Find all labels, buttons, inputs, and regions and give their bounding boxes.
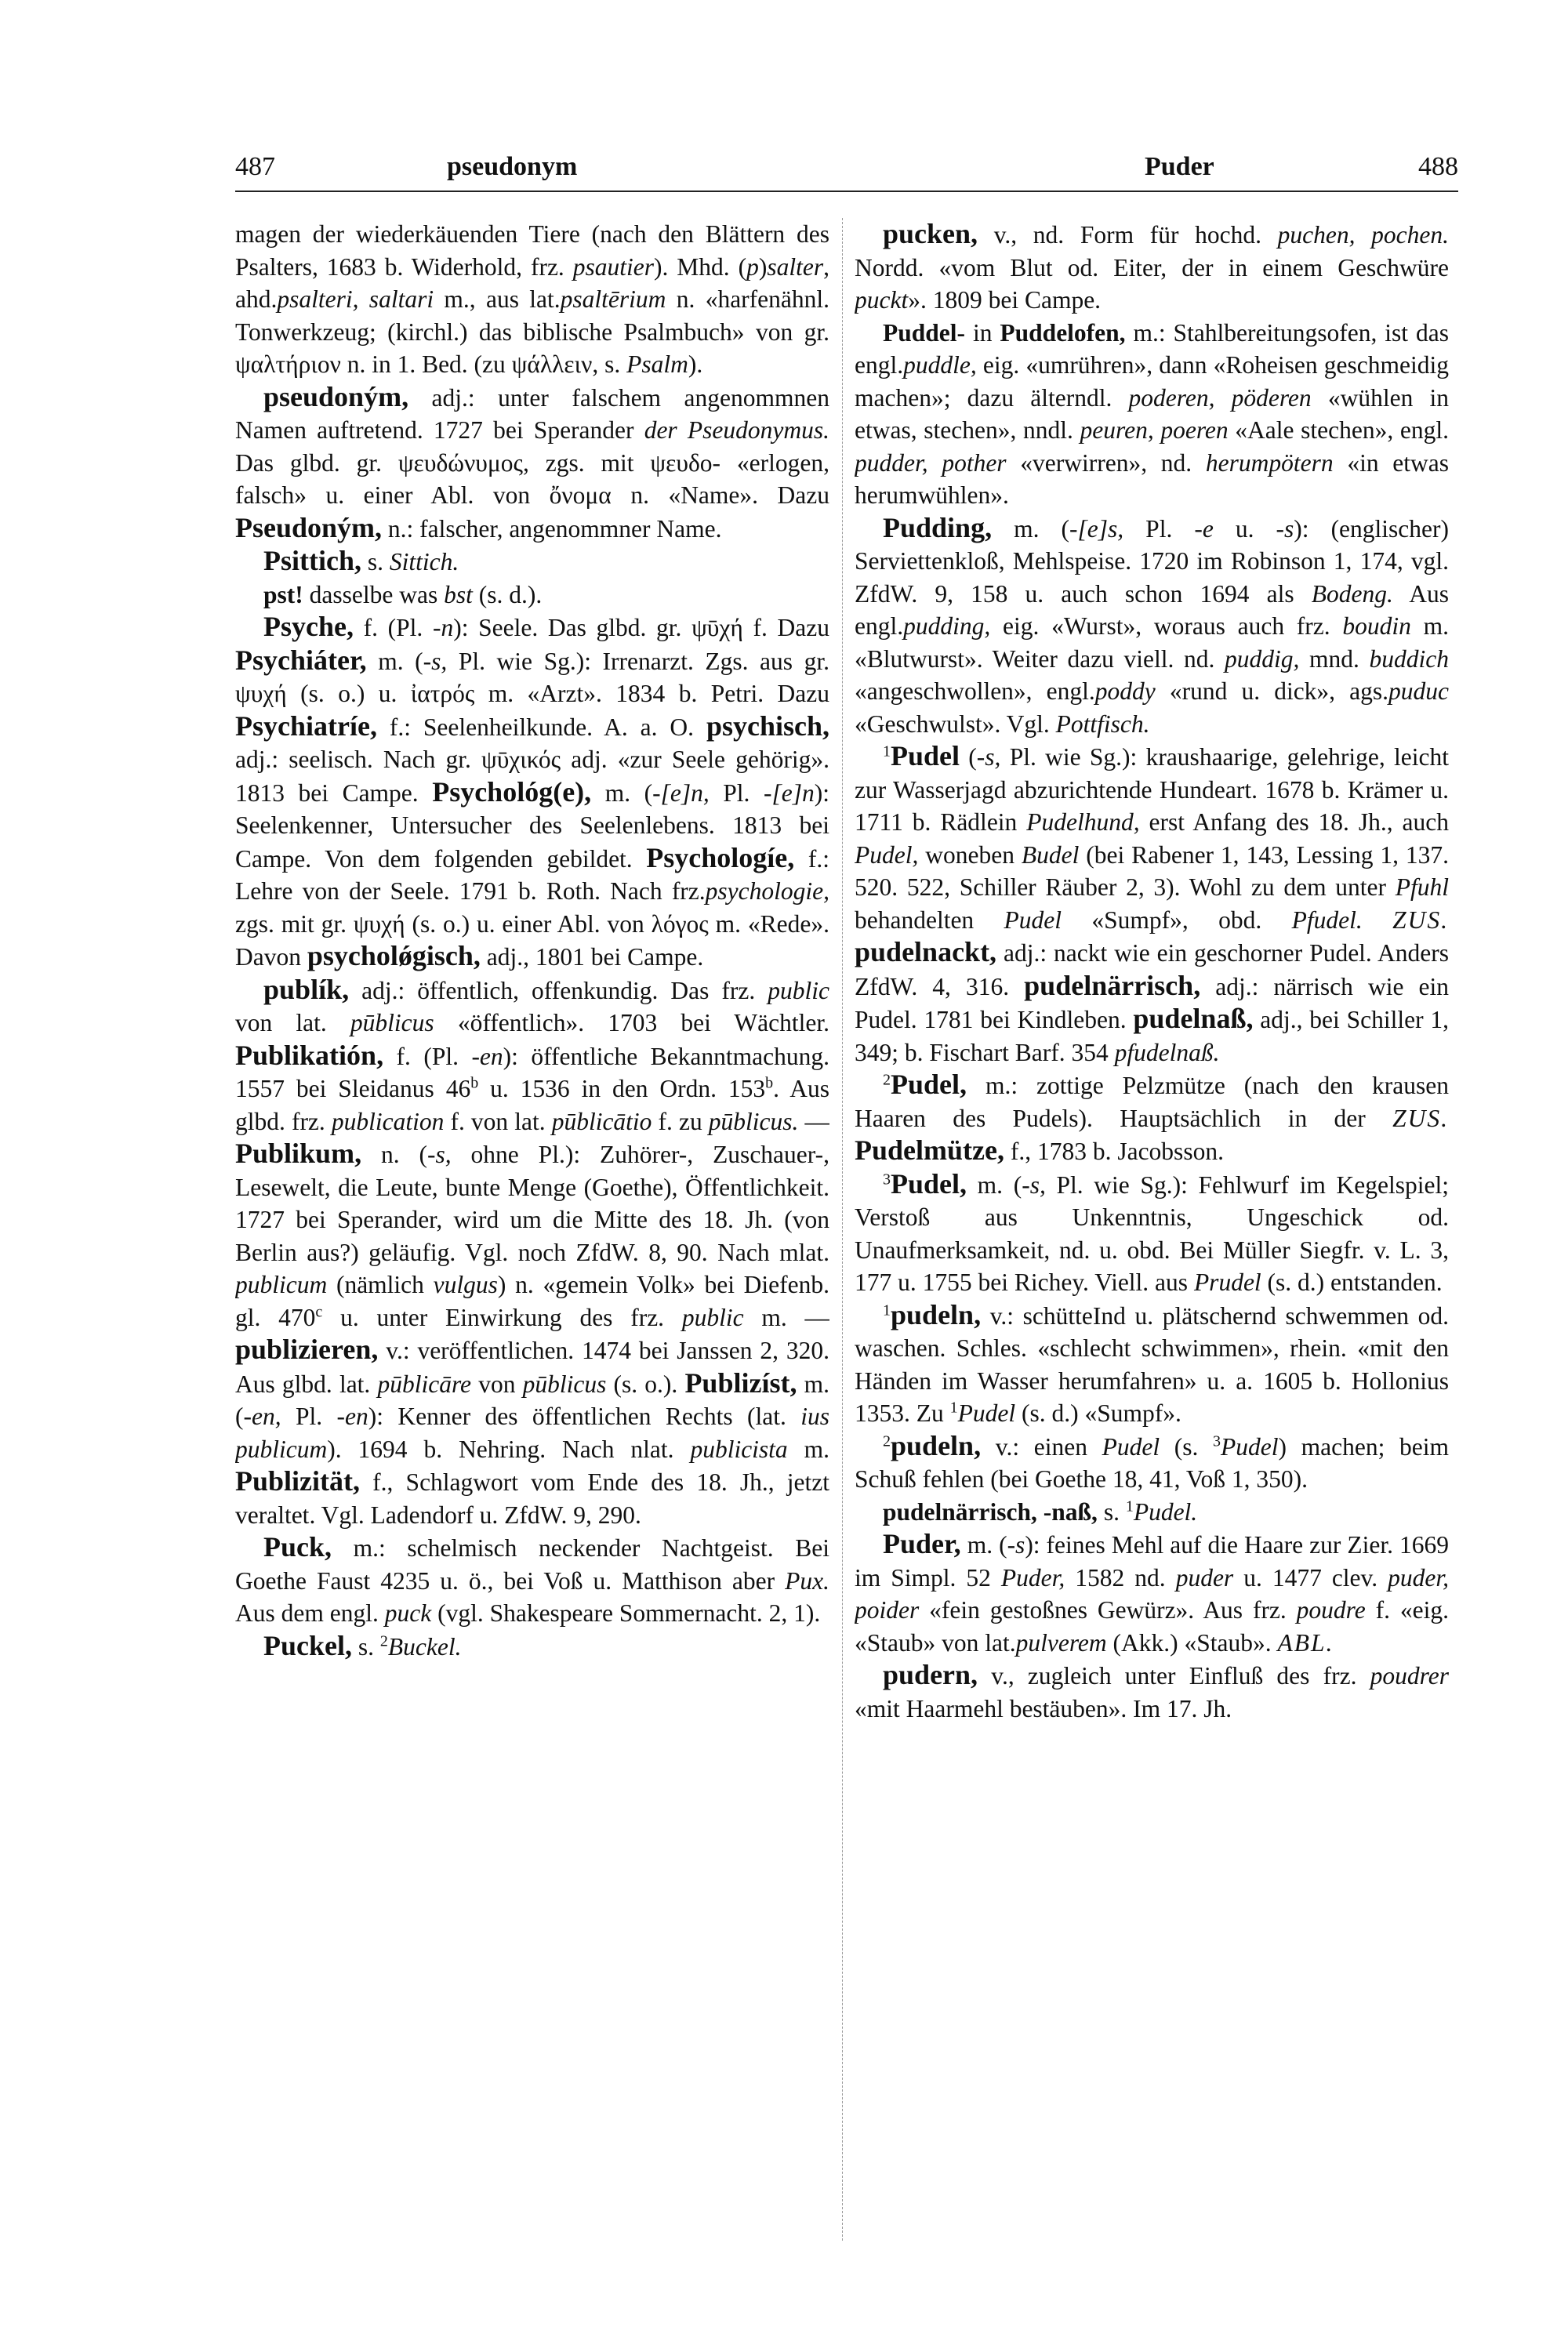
italic-term: psaltērium <box>560 285 666 313</box>
headword: Puddel- <box>883 318 966 347</box>
italic-term: pūblicāre <box>377 1370 472 1398</box>
dictionary-entry <box>855 740 1449 1069</box>
italic-term: -s, <box>1022 1171 1046 1199</box>
superscript: 2 <box>379 1632 388 1650</box>
entry-text: «wühlen in etwas, stechen», nndl. <box>855 383 1449 444</box>
dictionary-entry <box>235 545 829 579</box>
entry-text: v.: veröffentlichen. 1474 bei Janssen 2, 320. Aus glbd. lat. <box>235 1337 829 1398</box>
entry-text: Pl. <box>709 779 764 807</box>
headword: pudeln, <box>891 1429 982 1461</box>
entry-text: ): Kenner des öffentlichen Rechts (lat. <box>368 1403 801 1430</box>
headword: Psyche, <box>263 611 354 642</box>
entry-text: Pl. wie Sg.): Fehlwurf im Kegelspiel; Verstoß aus Unkenntnis, Ungeschick od. Unaufmerksamkeit, nd. u. obd. Bei Müller Siegfr. v. L. 3, 177 u. 1755 bei Richey. Viell. aus <box>855 1171 1449 1296</box>
entry-text: v., zugleich unter Einfluß des frz. <box>978 1662 1370 1690</box>
entry-text: m. ( <box>960 1531 1007 1559</box>
dictionary-entry <box>235 218 829 381</box>
italic-term: Puder, <box>1000 1563 1065 1592</box>
left-running-headword: pseudonym <box>447 152 578 181</box>
entry-text: erst Anfang des 18. Jh., auch <box>1139 808 1449 836</box>
italic-term: -s <box>1276 514 1294 543</box>
entry-text: u. unter Einwirkung des frz. <box>322 1303 682 1331</box>
entry-text: m.: zottige Pelzmütze (nach den krausen Haaren des Pudels). Hauptsächlich in der <box>855 1072 1449 1132</box>
entry-text: (bei Rabener 1, 143, Lessing 1, 137. 520. 522, Schiller Räuber 2, 3). Wohl zu dem unter <box>855 840 1449 901</box>
italic-term: public <box>681 1303 744 1331</box>
italic-term: Pudel <box>957 1399 1016 1427</box>
headword: Psychologíe, <box>646 841 795 873</box>
italic-term: public <box>768 976 829 1004</box>
entry-text: m. ( <box>967 1171 1022 1199</box>
italic-term: poudre <box>1296 1596 1366 1624</box>
italic-term: publication <box>331 1107 445 1135</box>
superscript: c <box>315 1303 323 1320</box>
italic-term: puder <box>1175 1563 1234 1592</box>
entry-text: ). 1694 b. Nehring. Nach nlat. <box>327 1435 691 1463</box>
entry-text: behandelten <box>855 906 1004 934</box>
entry-text: «verwirren», nd. <box>1006 448 1206 477</box>
superscript: 3 <box>883 1171 891 1188</box>
italic-term: boudin <box>1342 612 1411 640</box>
entry-text: u. 1477 clev. <box>1233 1563 1388 1592</box>
headword: pudelnärrisch, <box>1024 969 1201 1001</box>
dictionary-entry <box>855 1069 1449 1168</box>
italic-term: Buckel. <box>387 1632 462 1661</box>
entry-text: s. <box>352 1632 380 1661</box>
headword: Pudel, <box>891 1167 967 1200</box>
italic-term: puckt <box>855 286 909 314</box>
entry-text: n. «harfenähnl. Tonwerkzeug; (kirchl.) das biblische Psalmbuch» von gr. ψαλτήριον n. in 1. Bed. (zu ψάλλειν, s. <box>235 285 829 378</box>
headword: psycholǿgisch, <box>307 940 481 971</box>
entry-text: eig. «umrühren», dann «Roheisen geschmeidig machen»; dazu älterndl. <box>855 351 1449 412</box>
italic-term: -s <box>1007 1531 1025 1559</box>
entry-text: m. — <box>743 1303 829 1331</box>
entry-text: (s. <box>1160 1432 1214 1461</box>
italic-term: pūblicus <box>350 1009 434 1036</box>
italic-term: -en <box>471 1042 503 1070</box>
dictionary-entry <box>235 579 829 612</box>
italic-term: -e <box>1194 514 1214 543</box>
dictionary-entry <box>855 1496 1449 1529</box>
italic-term: pudder, pother <box>855 448 1007 477</box>
italic-term: peuren, poeren <box>1080 416 1229 444</box>
entry-text: «fein gestoßnes Gewürz». Aus frz. <box>919 1596 1297 1624</box>
entry-text: «rund u. dick», ags. <box>1155 677 1389 705</box>
entry-text: zgs. mit gr. ψυχή (s. o.) u. einer Abl. von λόγος m. «Rede». Davon <box>235 909 829 971</box>
dictionary-entry <box>855 1430 1449 1496</box>
entry-text: von lat. <box>235 1009 350 1036</box>
entry-text: woneben <box>918 840 1022 869</box>
entry-text: (Akk.) «Staub». <box>1106 1628 1278 1657</box>
italic-term: Sittich. <box>389 548 459 575</box>
headword: Publizíst, <box>684 1367 797 1399</box>
headword: psychisch, <box>706 710 829 742</box>
dictionary-entry <box>235 611 829 974</box>
entry-text: eig. «Wurst», woraus auch frz. <box>990 612 1343 640</box>
italic-term: -[e]n, <box>652 779 710 807</box>
entry-text: Nordd. «vom Blut od. Eiter, der in einem Geschwüre <box>855 253 1449 281</box>
entry-text: adj.: unter falschem angenommnen Namen auftretend. 1727 bei Sperander <box>235 383 829 444</box>
headword: Psychológ(e), <box>432 775 592 808</box>
superscript: 2 <box>883 1432 891 1450</box>
italic-term: -[e]n <box>763 779 815 807</box>
italic-term: Pudelhund, <box>1026 808 1140 836</box>
entry-text: von <box>471 1370 523 1398</box>
headword: pst! <box>263 580 303 608</box>
entry-text: Aus dem engl. <box>235 1599 385 1627</box>
entry-text: (s. o.). <box>606 1370 685 1398</box>
italic-term: Bodeng. <box>1311 579 1393 608</box>
entry-text: Aus engl. <box>855 579 1449 640</box>
entry-text: ): Seelenkenner, Untersucher des Seelenlebens. 1813 bei Campe. Von dem folgenden gebildet. <box>235 779 829 873</box>
column-divider <box>842 218 844 2241</box>
entry-text <box>1363 906 1392 934</box>
italic-term: puduc <box>1388 677 1449 705</box>
dictionary-entry <box>855 317 1449 512</box>
entry-text: ) machen; beim Schuß fehlen (bei Goethe 18, 41, Voß 1, 350). <box>855 1432 1449 1493</box>
entry-text: m.: schelmisch neckender Nachtgeist. Bei Goethe Faust 4235 u. ö., bei Voß u. Matthison aber <box>235 1534 829 1595</box>
italic-term: puddle, <box>903 351 977 379</box>
headword: Pudding, <box>883 511 993 543</box>
italic-term: Pudel <box>1221 1432 1279 1461</box>
dictionary-entry <box>855 1528 1449 1659</box>
italic-term: Pfuhl <box>1395 873 1449 901</box>
headword: Puck, <box>263 1531 332 1563</box>
entry-text: «Aale stechen», engl. <box>1228 416 1449 444</box>
entry-text: v.: einen <box>981 1432 1102 1461</box>
italic-term: vulgus <box>433 1271 498 1298</box>
italic-term: Pottfisch. <box>1055 710 1150 738</box>
entry-text: m. ( <box>992 514 1070 543</box>
headword: Pudel, <box>891 1069 967 1100</box>
italic-term: -s, <box>427 1141 452 1168</box>
headword: pudelnärrisch, -naß, <box>883 1497 1098 1526</box>
headword: publík, <box>263 973 350 1005</box>
superscript: 3 <box>1213 1432 1221 1450</box>
entry-text: , ahd. <box>235 252 829 313</box>
italic-term: bst <box>444 580 473 608</box>
headword: Pudelmütze, <box>855 1134 1004 1166</box>
section-marker: ABL. <box>1277 1628 1334 1657</box>
right-page-number: 488 <box>1418 152 1458 181</box>
headword: Psychiáter, <box>235 644 367 676</box>
entry-text: ): feines Mehl auf die Haare zur Zier. 1669 im Simpl. 52 <box>855 1531 1449 1592</box>
dictionary-entry <box>235 381 829 546</box>
italic-term: pfudelnaß. <box>1114 1038 1220 1066</box>
entry-text: s. <box>361 548 390 575</box>
section-marker: ZUS. <box>1392 1104 1449 1132</box>
italic-term: poddy <box>1094 677 1156 705</box>
dictionary-entry <box>235 1630 829 1664</box>
italic-term: Pfudel. <box>1291 906 1363 934</box>
entry-text: (s. d.). <box>472 580 543 608</box>
entry-text: adj.: närrisch wie ein Pudel. 1781 bei Kindleben. <box>855 972 1449 1033</box>
entry-text: m.: Stahlbereitungsofen, ist das engl. <box>855 318 1449 379</box>
entry-text: u. 1536 in den Ordn. 153 <box>478 1075 766 1102</box>
entry-text: ): (englischer) Serviettenkloß, Mehlspeise. 1720 im Robinson 1, 174, vgl. ZfdW. 9, 158 u. auch schon 1694 als <box>855 514 1449 608</box>
italic-term: pūblicātio <box>551 1107 652 1135</box>
italic-term: ius publicum <box>235 1403 829 1463</box>
entry-text: (nämlich <box>327 1271 434 1298</box>
headword: Publikum, <box>235 1138 362 1169</box>
italic-term: pūblicus. <box>708 1107 799 1135</box>
entry-text: (vgl. Shakespeare Sommernacht. 2, 1). <box>431 1599 821 1627</box>
entry-text: dasselbe was <box>303 580 445 608</box>
entry-text: s. <box>1097 1497 1126 1526</box>
superscript: 2 <box>883 1071 891 1089</box>
italic-term: poderen, pöderen <box>1128 383 1312 412</box>
superscript: 1 <box>949 1399 958 1417</box>
entry-text: f., 1783 b. Jacobsson. <box>1004 1138 1224 1165</box>
entry-text: f. (Pl. <box>353 614 433 641</box>
right-column <box>855 218 1449 2241</box>
entry-text: ). Mhd. ( <box>654 252 747 281</box>
header-rule <box>235 191 1458 192</box>
entry-text: ». 1809 bei Campe. <box>908 286 1102 314</box>
entry-text: n.: falscher, angenommner Name. <box>382 514 722 543</box>
dictionary-entry <box>235 1531 829 1630</box>
italic-term: publicum <box>235 1271 328 1298</box>
italic-term: der Pseudonymus. <box>644 416 829 444</box>
italic-term: Prudel <box>1193 1269 1261 1296</box>
italic-term: Psalm <box>626 350 688 378</box>
entry-text: f., Schlagwort vom Ende des 18. Jh., jetzt veraltet. Vgl. Ladendorf u. ZfdW. 9, 290. <box>235 1468 829 1529</box>
italic-term: psalteri, saltari <box>277 285 434 313</box>
entry-text: f.: Seelenheilkunde. A. a. O. <box>376 713 706 741</box>
superscript: 1 <box>883 742 891 760</box>
entry-text: magen der wiederkäuenden Tiere (nach den Blättern des Psalters, 1683 b. Widerhold, frz. <box>235 220 829 281</box>
italic-term: -[e]s, <box>1069 514 1124 543</box>
italic-term: pūblicus <box>522 1370 607 1398</box>
entry-text: . Aus glbd. frz. <box>235 1075 829 1135</box>
entry-text: Das glbd. gr. ψευδώνυμος, zgs. mit ψευδο- «erlogen, falsch» u. einer Abl. von ὄνομα n. «Name». Dazu <box>235 448 829 509</box>
entry-text: adj., bei Schiller 1, 349; b. Fischart Barf. 354 <box>855 1006 1449 1066</box>
italic-term: Pux. <box>785 1566 829 1595</box>
entry-text: adj.: seelisch. Nach gr. ψῡχικός adj. «zur Seele gehörig». 1813 bei Campe. <box>235 746 829 807</box>
entry-text: «Sumpf», obd. <box>1062 906 1292 934</box>
entry-text: m., aus lat. <box>434 285 561 313</box>
entry-text: ohne Pl.): Zuhörer-, Zuschauer-, Lesewelt, die Leute, bunte Menge (Goethe), Öffentlichkeit. 1727 bei Sperander, wird um die Mitte des 18. Jh. (von Berlin aus?) geläufig. Vgl. noch ZfdW. 8, 90. Nach mlat. <box>235 1141 829 1266</box>
italic-term: puck <box>384 1599 432 1627</box>
right-running-headword: Puder <box>1145 152 1214 181</box>
section-marker: ZUS. <box>1392 906 1449 934</box>
entry-text: f. von lat. <box>444 1107 552 1135</box>
italic-term: -n <box>432 614 454 641</box>
entry-text: m. «Blutwurst». Weiter dazu viell. nd. <box>855 612 1449 673</box>
entry-text: m. <box>787 1435 829 1463</box>
entry-text: mnd. <box>1299 644 1370 673</box>
superscript: 1 <box>883 1301 891 1319</box>
italic-term: psautier <box>572 252 654 281</box>
italic-term: puddig, <box>1225 644 1300 673</box>
headword: pudelnaß, <box>1133 1003 1254 1034</box>
page-header <box>235 151 1458 183</box>
entry-text: m. ( <box>235 1370 829 1430</box>
italic-term: publicista <box>690 1435 788 1463</box>
headword: Publikatión, <box>235 1039 384 1071</box>
dictionary-entry <box>855 218 1449 317</box>
italic-term: herumpötern <box>1205 448 1334 477</box>
entry-text: ) <box>758 252 768 281</box>
entry-text: u. <box>1213 514 1276 543</box>
italic-term: Budel <box>1021 840 1080 869</box>
italic-term: salter <box>767 252 824 281</box>
italic-term: Pudel, <box>855 840 919 869</box>
italic-term: -s, <box>976 743 1001 771</box>
left-page-number: 487 <box>235 152 275 181</box>
entry-text: (s. d.) «Sumpf». <box>1015 1399 1181 1427</box>
headword: pudeln, <box>891 1298 982 1330</box>
entry-text: «in etwas herumwühlen». <box>855 448 1449 509</box>
headword: pudelnackt, <box>855 936 997 967</box>
entry-text: adj.: nackt wie ein geschorner Pudel. Anders ZfdW. 4, 316. <box>855 939 1449 1000</box>
italic-term: pudding, <box>903 612 991 640</box>
dictionary-entry <box>855 1659 1449 1725</box>
entry-text: «angeschwollen», engl. <box>855 677 1095 705</box>
entry-text: Pl. wie Sg.): kraushaarige, gelehrige, leicht zur Wasserjagd abzurichtende Hundeart. 1678 b. Krämer u. 1711 b. Rädlein <box>855 743 1449 836</box>
italic-term: -en <box>336 1403 368 1430</box>
entry-text: «öffentlich». 1703 bei Wächtler. <box>434 1009 829 1036</box>
entry-text: ): Seele. Das glbd. gr. ψῡχή f. Dazu <box>453 614 829 641</box>
entry-text: ( <box>960 743 977 771</box>
entry-text: «Geschwulst». Vgl. <box>855 710 1056 738</box>
headword: Psychiatríe, <box>235 710 377 742</box>
headword: Psittich, <box>263 545 361 576</box>
italic-term: buddich <box>1369 644 1449 673</box>
entry-text: Pl. wie Sg.): Irrenarzt. Zgs. aus gr. ψυχή (s. o.) u. ἰατρός m. «Arzt». 1834 b. Petri. Dazu <box>235 647 829 707</box>
entry-text: f. (Pl. <box>383 1042 472 1070</box>
entry-text: ) n. «gemein Volk» bei Diefenb. gl. 470 <box>235 1271 829 1331</box>
headword: publizieren, <box>235 1334 379 1365</box>
italic-term: Pudel <box>1004 906 1062 934</box>
dictionary-entry <box>855 1299 1449 1430</box>
superscript: b <box>470 1074 479 1092</box>
entry-text: m. ( <box>591 779 653 807</box>
headword: pseudoným, <box>263 380 409 412</box>
headword: Puddelofen, <box>1000 318 1126 347</box>
superscript: b <box>765 1074 774 1092</box>
headword: Puder, <box>883 1528 961 1559</box>
entry-text: (s. d.) entstanden. <box>1261 1269 1443 1296</box>
entry-text: in <box>965 318 1000 347</box>
italic-term: poudrer <box>1370 1662 1449 1690</box>
entry-text: ): öffentliche Bekanntmachung. 1557 bei Sleidanus 46 <box>235 1042 829 1102</box>
entry-text: f. «eig. «Staub» von lat. <box>855 1596 1449 1657</box>
entry-text: f. zu <box>652 1107 709 1135</box>
entry-text: f.: Lehre von der Seele. 1791 b. Roth. Nach frz. <box>235 844 829 905</box>
italic-term: puder, poider <box>855 1563 1449 1624</box>
entry-text: 1582 nd. <box>1065 1563 1176 1592</box>
italic-term: -s, <box>423 647 448 675</box>
entry-text: m. ( <box>366 647 423 675</box>
headword: pucken, <box>883 218 978 249</box>
entry-text: Pl. <box>1123 514 1195 543</box>
entry-text: v.: schütteInd u. plätschernd schwemmen od. waschen. Schles. «schlecht schwimmen», rhein. «mit den Händen im Wasser herumfahren» u. a. 1605 b. Hollonius 1353. Zu <box>855 1301 1449 1427</box>
left-column <box>235 218 829 2241</box>
italic-term: psychologie, <box>705 877 829 905</box>
headword: Pseudoným, <box>235 511 383 543</box>
headword: Pudel <box>891 740 960 771</box>
headword: pudern, <box>883 1659 978 1690</box>
italic-term: puchen, pochen. <box>1277 221 1449 249</box>
entry-text: Pl. <box>281 1403 337 1430</box>
italic-term: -en, <box>243 1403 281 1430</box>
italic-term: p <box>746 252 759 281</box>
entry-text: adj., 1801 bei Campe. <box>480 943 704 971</box>
entry-text: «mit Haarmehl bestäuben». Im 17. Jh. <box>855 1694 1232 1722</box>
entry-text: adj.: öffentlich, offenkundig. Das frz. <box>349 976 768 1004</box>
entry-text: — <box>798 1107 829 1135</box>
entry-text: v., nd. Form für hochd. <box>978 221 1278 249</box>
entry-text: n. ( <box>361 1141 428 1168</box>
dictionary-entry <box>235 974 829 1532</box>
italic-term: Pudel. <box>1133 1497 1198 1526</box>
dictionary-entry <box>855 1168 1449 1299</box>
dictionary-entry <box>855 512 1449 741</box>
headword: Puckel, <box>263 1629 352 1661</box>
italic-term: pulverem <box>1015 1628 1107 1657</box>
entry-text: ). <box>688 350 703 378</box>
headword: Publizität, <box>235 1465 360 1497</box>
italic-term: Pudel <box>1102 1432 1160 1461</box>
superscript: 1 <box>1125 1497 1134 1515</box>
